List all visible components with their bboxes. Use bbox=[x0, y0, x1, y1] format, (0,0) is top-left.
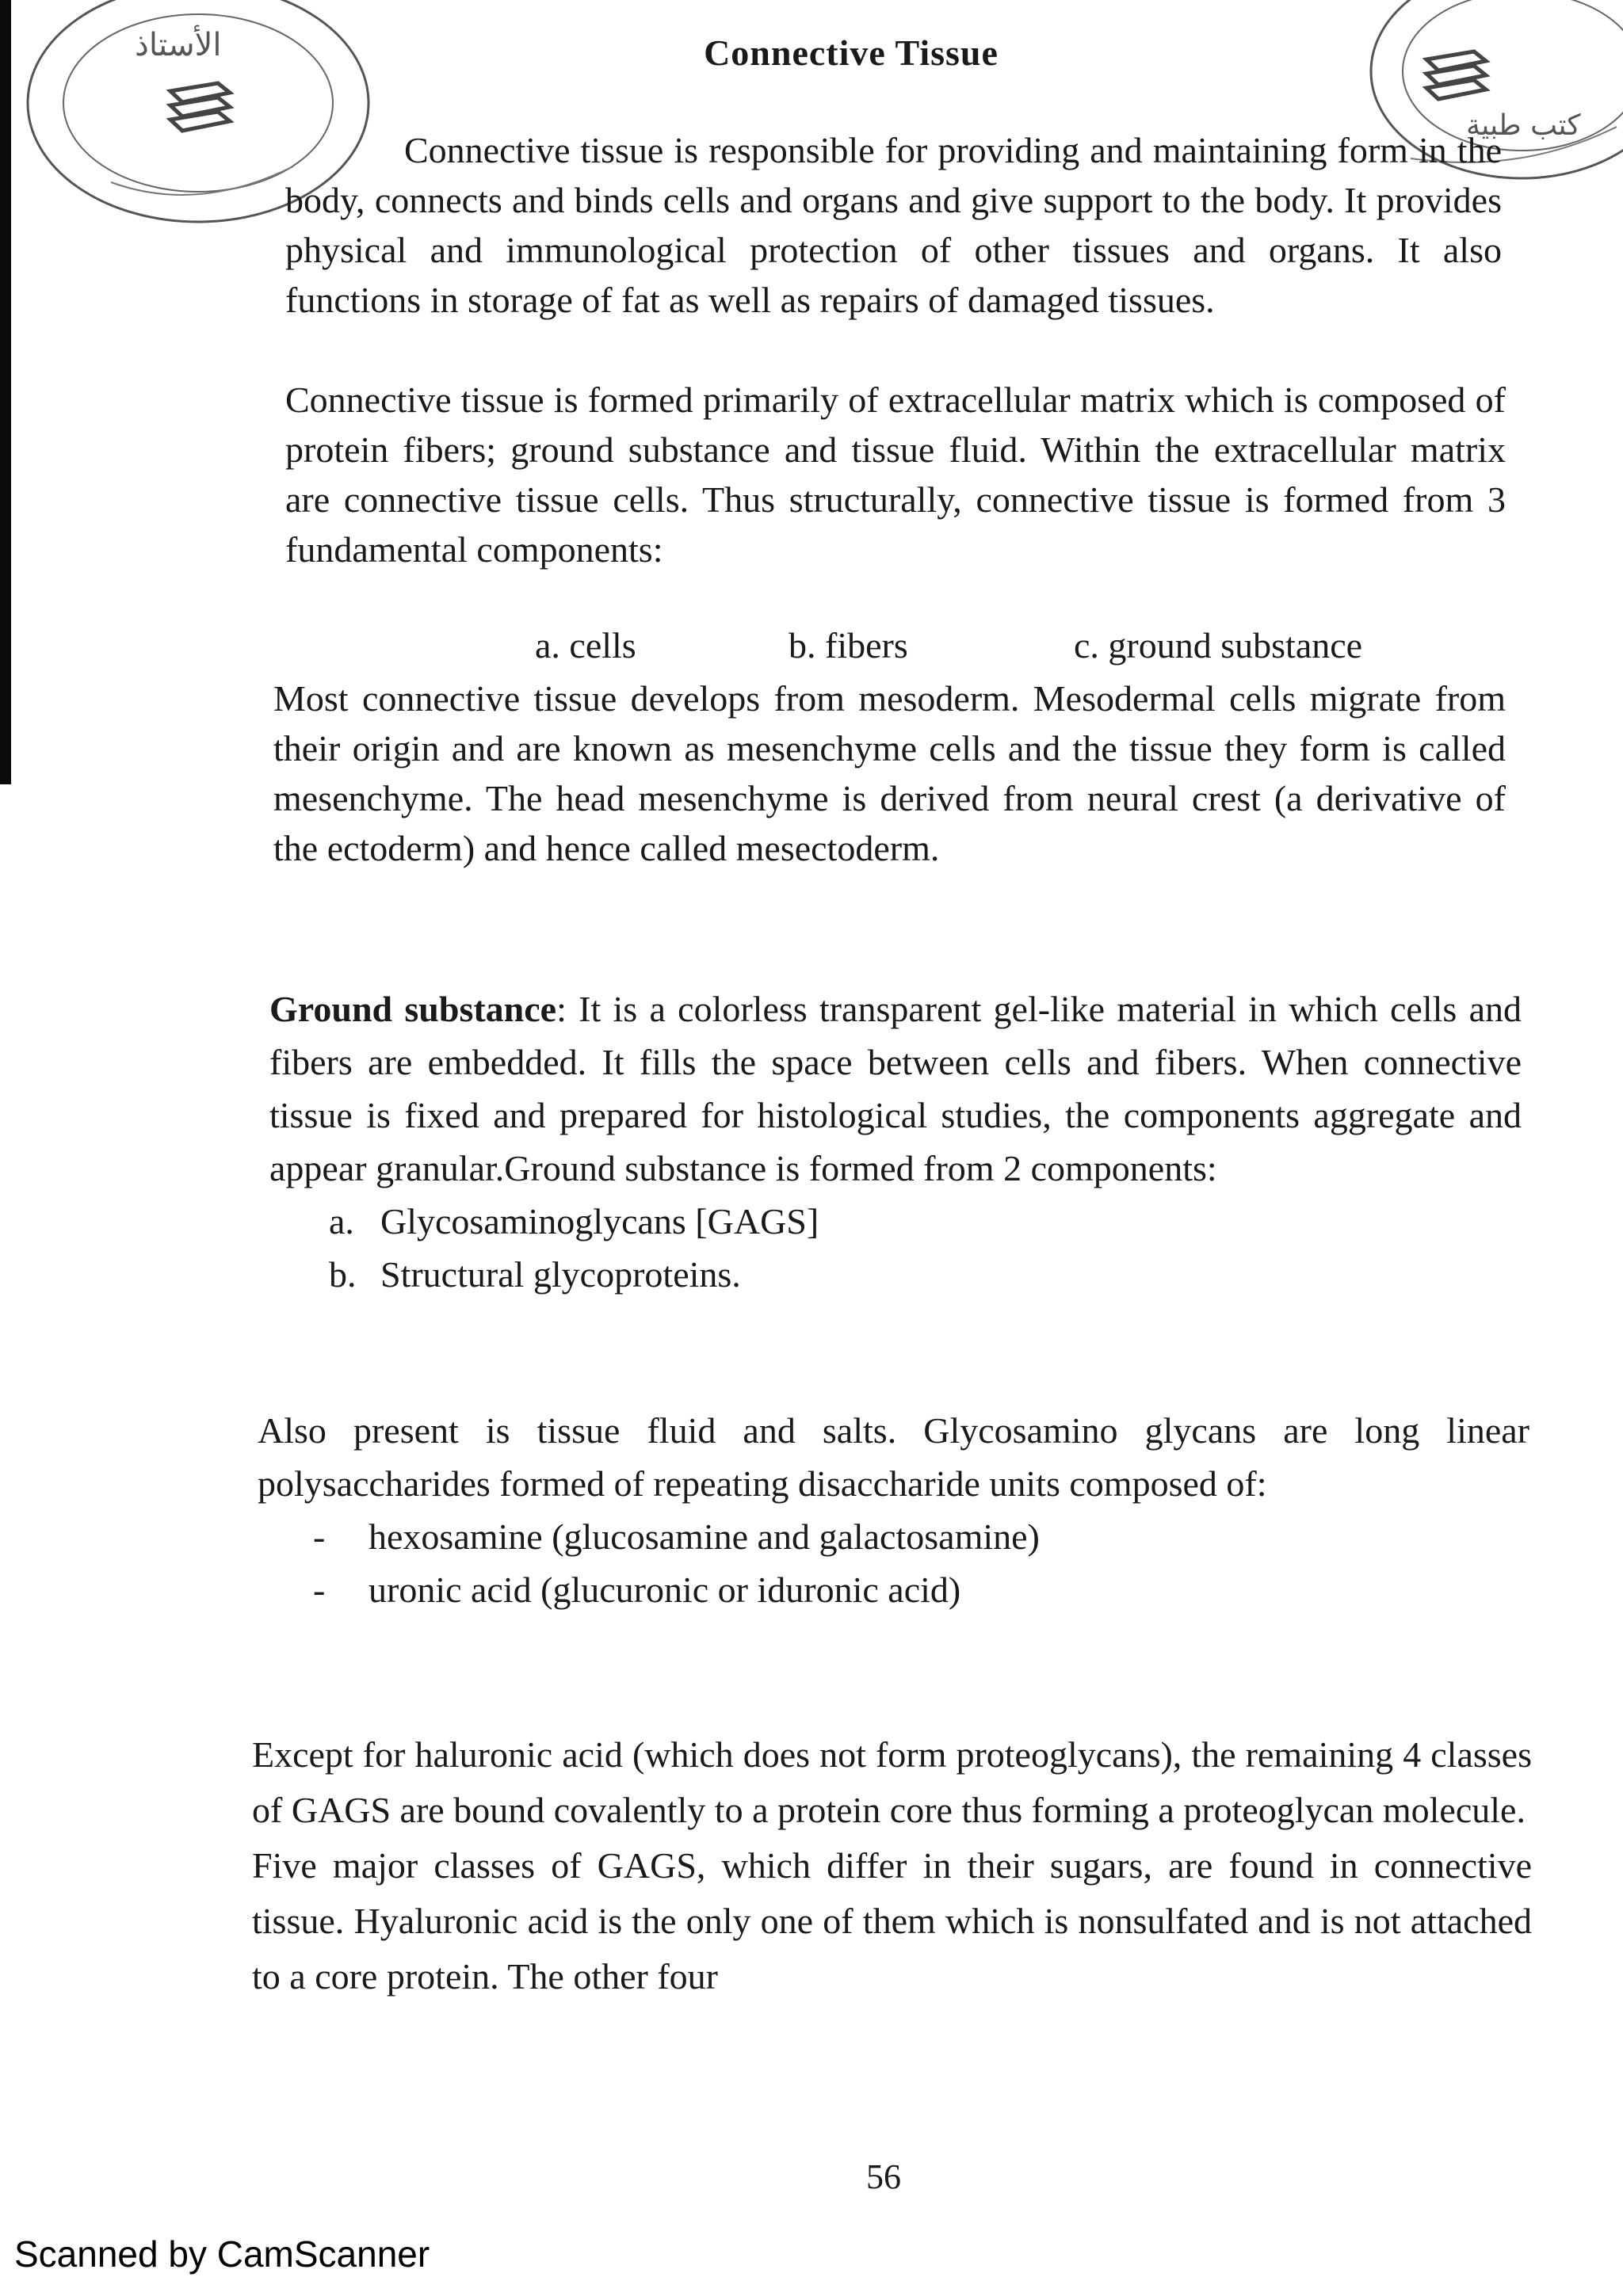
matrix-section bbox=[285, 375, 1506, 574]
paragraph-matrix: Connective tissue is formed primarily of extracellular matrix which is composed of protein fibers; ground substance and tissue fluid. Within the extracellular matrix are connective tissue cells. Thus structurally, connective tissue is formed from 3 fundamental components: bbox=[285, 379, 1506, 570]
paragraph-glycosaminoglycans: Also present is tissue fluid and salts. Glycosamino glycans are long linear polysaccharides formed of repeating disaccharide units composed of: bbox=[258, 1410, 1529, 1504]
list-marker: - bbox=[313, 1569, 326, 1610]
glycosaminoglycans-section bbox=[258, 1404, 1529, 1616]
paragraph-mesoderm: Most connective tissue develops from mesoderm. Mesodermal cells migrate from their origin and are known as mesenchyme cells and the tissue they form is called mesenchyme. The head mesenchyme is derived from neural crest (a derivative of the ectoderm) and hence called mesectoderm. bbox=[273, 678, 1506, 868]
component-fibers: b. fibers bbox=[789, 625, 908, 666]
list-marker: b. bbox=[329, 1254, 357, 1295]
paragraph-ground-substance bbox=[269, 982, 1522, 1195]
paragraph-proteoglycan: Except for haluronic acid (which does not form proteoglycans), the remaining 4 classes of GAGS are bound covalently to a protein core thus forming a proteoglycan molecule. bbox=[252, 1734, 1532, 1830]
ground-substance-heading: Ground substance bbox=[269, 989, 557, 1029]
page-title: Connective Tissue bbox=[704, 32, 999, 73]
list-item bbox=[269, 1248, 1522, 1301]
component-cells: a. cells bbox=[535, 625, 636, 666]
component-ground-substance: c. ground substance bbox=[1074, 625, 1363, 666]
ground-substance-text: : It is a colorless transparent gel-like material in which cells and fibers are embedded. It fills the space between cells and fibers. When connective tissue is fixed and prepared for histological studies, the components aggregate and appear granular.Ground substance is formed from 2 components: bbox=[269, 989, 1522, 1188]
ground-substance-section bbox=[269, 982, 1522, 1301]
components-row bbox=[0, 624, 1623, 674]
list-marker: a. bbox=[329, 1201, 354, 1241]
paragraph-intro: Connective tissue is responsible for providing and maintaining form in the body, connects and binds cells and organs and give support to the body. It provides physical and immunological protection of other tissues and organs. It also functions in storage of fat as well as repairs of damaged tissues. bbox=[285, 130, 1502, 320]
stamp-right-text: كتب طبية bbox=[1466, 109, 1581, 142]
stamp-left-text: الأستاذ bbox=[135, 27, 222, 63]
list-item bbox=[258, 1563, 1529, 1616]
scanner-watermark: Scanned by CamScanner bbox=[14, 2233, 430, 2275]
paragraph-gag-classes: Five major classes of GAGS, which differ in their sugars, are found in connective tissue. Hyaluronic acid is the only one of them which is nonsulfated and is not attached to a core protein. The other four bbox=[252, 1845, 1532, 1997]
page-number: 56 bbox=[866, 2157, 901, 2196]
gag-composition-list bbox=[258, 1510, 1529, 1616]
proteoglycan-section bbox=[252, 1727, 1532, 2004]
list-item-text: hexosamine (glucosamine and galactosamine) bbox=[369, 1516, 1040, 1557]
list-item bbox=[269, 1195, 1522, 1248]
ground-substance-list bbox=[269, 1195, 1522, 1301]
list-item-text: Structural glycoproteins. bbox=[380, 1254, 741, 1295]
list-item-text: uronic acid (glucuronic or iduronic acid) bbox=[369, 1569, 961, 1610]
mesoderm-section bbox=[273, 673, 1506, 873]
list-marker: - bbox=[313, 1516, 326, 1557]
list-item-text: Glycosaminoglycans [GAGS] bbox=[380, 1201, 819, 1241]
intro-section bbox=[285, 125, 1502, 325]
list-item bbox=[258, 1510, 1529, 1563]
